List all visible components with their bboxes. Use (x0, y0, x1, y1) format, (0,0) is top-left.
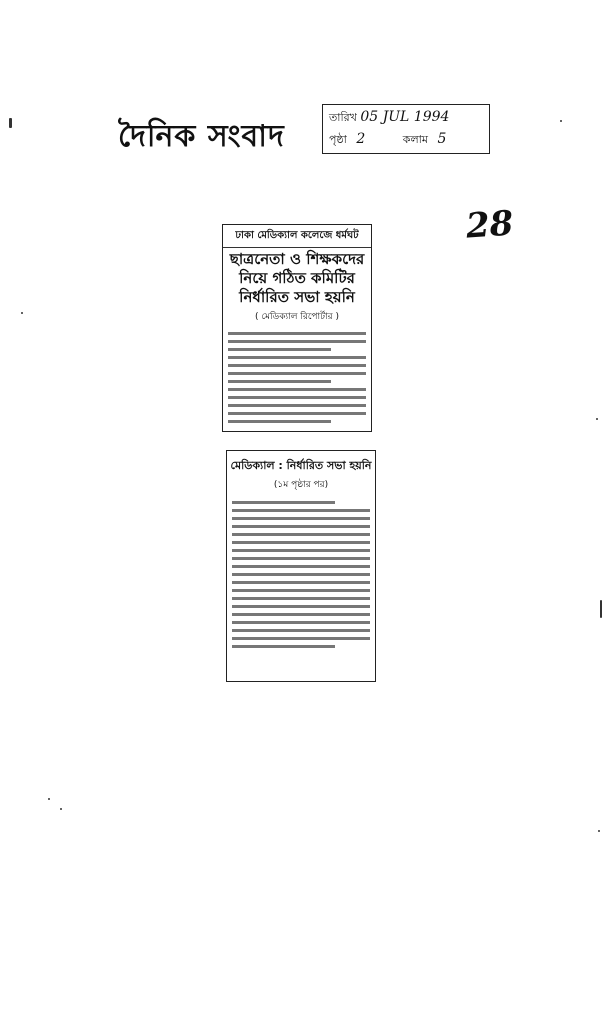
date-row (329, 109, 449, 128)
column-value: 5 (437, 131, 447, 147)
clipping-headline: ছাত্রনেতা ও শিক্ষকদের নিয়ে গঠিত কমিটির নির্ধারিত সভা হয়নি (229, 250, 365, 306)
news-clipping (222, 224, 372, 432)
scan-speck (21, 312, 23, 314)
page-column-row (329, 131, 446, 150)
page-label: পৃষ্ঠা (329, 133, 347, 146)
scan-speck (596, 418, 598, 420)
date-value: 05 JUL 1994 (360, 109, 450, 125)
newspaper-masthead: দৈনিক সংবাদ (118, 119, 285, 154)
scan-speck (48, 798, 50, 800)
scan-speck (600, 600, 602, 618)
clipping-meta-box (322, 104, 490, 154)
scan-speck (560, 120, 562, 122)
clipping-byline: ( মেডিক্যাল রিপোর্টার ) (254, 312, 339, 322)
scan-speck (9, 118, 12, 128)
column-label: কলাম (402, 133, 428, 146)
continuation-title: মেডিক্যাল : নির্ধারিত সভা হয়নি (230, 459, 372, 472)
continuation-body (227, 501, 375, 648)
page-value: 2 (356, 131, 366, 147)
scan-speck (60, 808, 62, 810)
news-clipping-continuation (226, 450, 376, 682)
archive-number: 28 (464, 203, 515, 247)
clipping-kicker: ঢাকা মেডিক্যাল কলেজে ধর্মঘট (223, 225, 371, 248)
date-label: তারিখ (329, 111, 357, 124)
clipping-body (223, 332, 371, 431)
continuation-subtitle: (১ম পৃষ্ঠার পর) (273, 480, 329, 490)
scan-speck (598, 830, 600, 832)
